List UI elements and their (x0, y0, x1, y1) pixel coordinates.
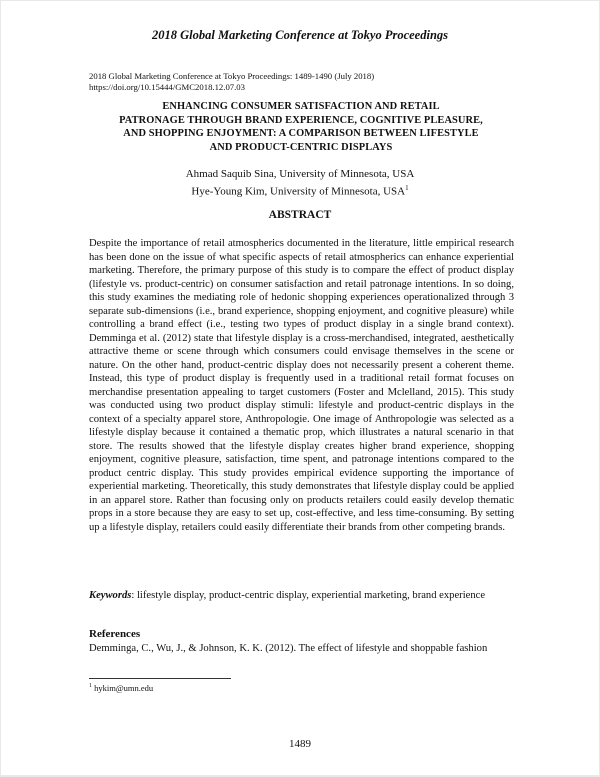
author-line (1, 167, 599, 181)
footnote-email[interactable]: hykim@umn.edu (92, 683, 154, 693)
running-header: 2018 Global Marketing Conference at Tokyo Proceedings (151, 28, 449, 42)
document-page (1, 1, 599, 775)
author-list (1, 167, 599, 199)
footnote-marker[interactable]: 1 (405, 184, 409, 192)
abstract-body: Despite the importance of retail atmospherics documented in the literature, little empirical research has been done on the issue of what specific aspects of retail atmospherics can enhance experiential marketing. Therefore, the primary purpose of this study is to compare the effect of product display (lifestyle vs. product-centric) on consumer satisfaction and retail patronage intentions. In so doing, this study examines the mediating role of hedonic shopping experiences operationalized through 3 separate sub-dimensions (i.e., brand experience, shopping enjoyment, and cognitive pleasure) while controlling a brand effect (i.e., testing two types of product display in a single brand context). Demminga et al. (2012) state that lifestyle display is a cross-merchandised, integrated, aesthetically attractive theme or scene through which consumers could envisage themselves in the scene or nature. On the other hand, product-centric display does not necessarily present a coherent theme. Instead, this type of product display is frequently used in a traditional retail format focuses on merchandise presentation appealing to target customers (Foster and Mclelland, 2015). This study was conducted using two product display stimuli: lifestyle and product-centric displays in the context of a specialty apparel store, Anthropologie. One image of Anthropologie was selected as a lifestyle display because it contained a thematic prop, which illustrates a natural scenario in that store. The results showed that the lifestyle display creates higher brand experience, shopping enjoyment, cognitive pleasure, satisfaction, time spent, and patronage intentions compared to the product centric display. This study provides empirical evidence supporting the importance of experiential marketing. Theoretically, this study demonstrates that lifestyle display could be applied in an apparel store. Rather than focusing only on products retailers could easily develop thematic props in a store because they are easy to set up, cost-effective, and less time-consuming. By setting up a lifestyle display, retailers could easily differentiate their brands from other competing brands. (89, 238, 514, 533)
title-line: AND SHOPPING ENJOYMENT: A COMPARISON BETWEEN LIFESTYLE (123, 128, 479, 140)
author-line (1, 181, 599, 199)
doi-link[interactable]: https://doi.org/10.15444/GMC2018.12.07.03 (89, 82, 245, 92)
keywords-label: Keywords (89, 590, 132, 601)
title-line: AND PRODUCT-CENTRIC DISPLAYS (209, 141, 393, 153)
title-line: PATRONAGE THROUGH BRAND EXPERIENCE, COGNITIVE PLEASURE, (119, 114, 483, 126)
footnote-mark: 1 (89, 683, 92, 690)
abstract-heading: ABSTRACT (268, 209, 332, 221)
title-line: ENHANCING CONSUMER SATISFACTION AND RETAIL (162, 101, 440, 112)
keywords (89, 589, 514, 603)
footnote (89, 683, 153, 693)
footnote-divider (89, 678, 231, 679)
citation-line: 2018 Global Marketing Conference at Tokyo Proceedings: 1489-1490 (July 2018) (89, 71, 375, 81)
citation-meta (89, 71, 374, 93)
reference-entry: Demminga, C., Wu, J., & Johnson, K. K. (2012). The effect of lifestyle and shoppable fashion (89, 643, 488, 654)
author-affiliation: Ahmad Saquib Sina, University of Minnesota, USA (185, 168, 415, 180)
references-heading: References (89, 628, 141, 640)
keywords-text: : lifestyle display, product-centric display, experiential marketing, brand experience (131, 590, 486, 601)
author-affiliation: Hye-Young Kim, University of Minnesota, USA (191, 185, 406, 198)
paper-title (93, 100, 509, 154)
page-number: 1489 (289, 738, 311, 750)
